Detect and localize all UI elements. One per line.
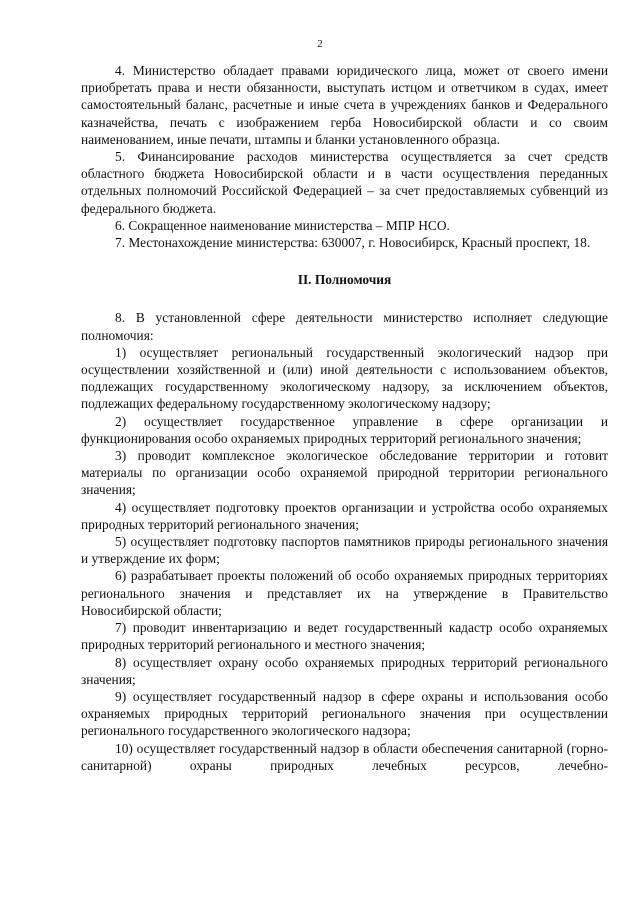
paragraph-4: 4. Министерство обладает правами юридического лица, может от своего имени приобретать права и нести обязанности, выступать истцом и ответчиком в судах, имеет самостоятельный баланс, расчетные и иные счета в учреждениях банков и Федерального казначейства, печать с изображением герба Новосибирской области и со своим наименованием, иные печати, штампы и бланки установленного образца. [81, 63, 608, 147]
power-item-3: 3) проводит комплексное экологическое обследование территории и готовит материалы по организации особо охраняемой природной территории регионального значения; [81, 448, 608, 498]
power-item-7: 7) проводит инвентаризацию и ведет государственный кадастр особо охраняемых природных территорий регионального и местного значения; [81, 620, 608, 653]
power-item-1: 1) осуществляет региональный государственный экологический надзор при осуществлении хозяйственной и (или) иной деятельности с использованием объектов, подлежащих государственному экологическому надзору, за исключением объектов, подлежащих федеральному государственному экологическому надзору; [81, 344, 608, 412]
document-body [81, 62, 608, 774]
paragraph-5: 5. Финансирование расходов министерства осуществляется за счет средств областного бюджета Новосибирской области и в части осуществления переданных отдельных полномочий Российской Федерацией – за счет предоставляемых субвенций из федерального бюджета. [81, 149, 608, 216]
power-item-6: 6) разрабатывает проекты положений об особо охраняемых природных территориях регионального значения и представляет их на утверждение в Правительство Новосибирской области; [81, 568, 608, 618]
page-number: 2 [317, 38, 323, 50]
power-item-10: 10) осуществляет государственный надзор в области обеспечения санитарной (горно-санитарной) охраны природных лечебных ресурсов, лечебно- [81, 740, 608, 773]
power-item-4: 4) осуществляет подготовку проектов организации и устройства особо охраняемых природных территорий регионального значения; [81, 499, 608, 532]
power-item-5: 5) осуществляет подготовку паспортов памятников природы регионального значения и утверждение их форм; [81, 534, 608, 567]
paragraph-8: 8. В установленной сфере деятельности министерство исполняет следующие полномочия: [81, 310, 608, 343]
power-item-9: 9) осуществляет государственный надзор в сфере охраны и использования особо охраняемых природных территорий регионального значения при осуществлении регионального государственного экологического надзора; [81, 688, 608, 739]
section-title: II. Полномочия [297, 272, 392, 288]
power-item-8: 8) осуществляет охрану особо охраняемых природных территорий регионального значения; [81, 654, 608, 687]
power-item-2: 2) осуществляет государственное управление в сфере организации и функционирования особо охраняемых природных территорий регионального значения; [81, 413, 608, 446]
paragraph-6: 6. Сокращенное наименование министерства – МПР НСО. [115, 217, 450, 233]
paragraph-7: 7. Местонахождение министерства: 630007, г. Новосибирск, Красный проспект, 18. [115, 235, 591, 251]
